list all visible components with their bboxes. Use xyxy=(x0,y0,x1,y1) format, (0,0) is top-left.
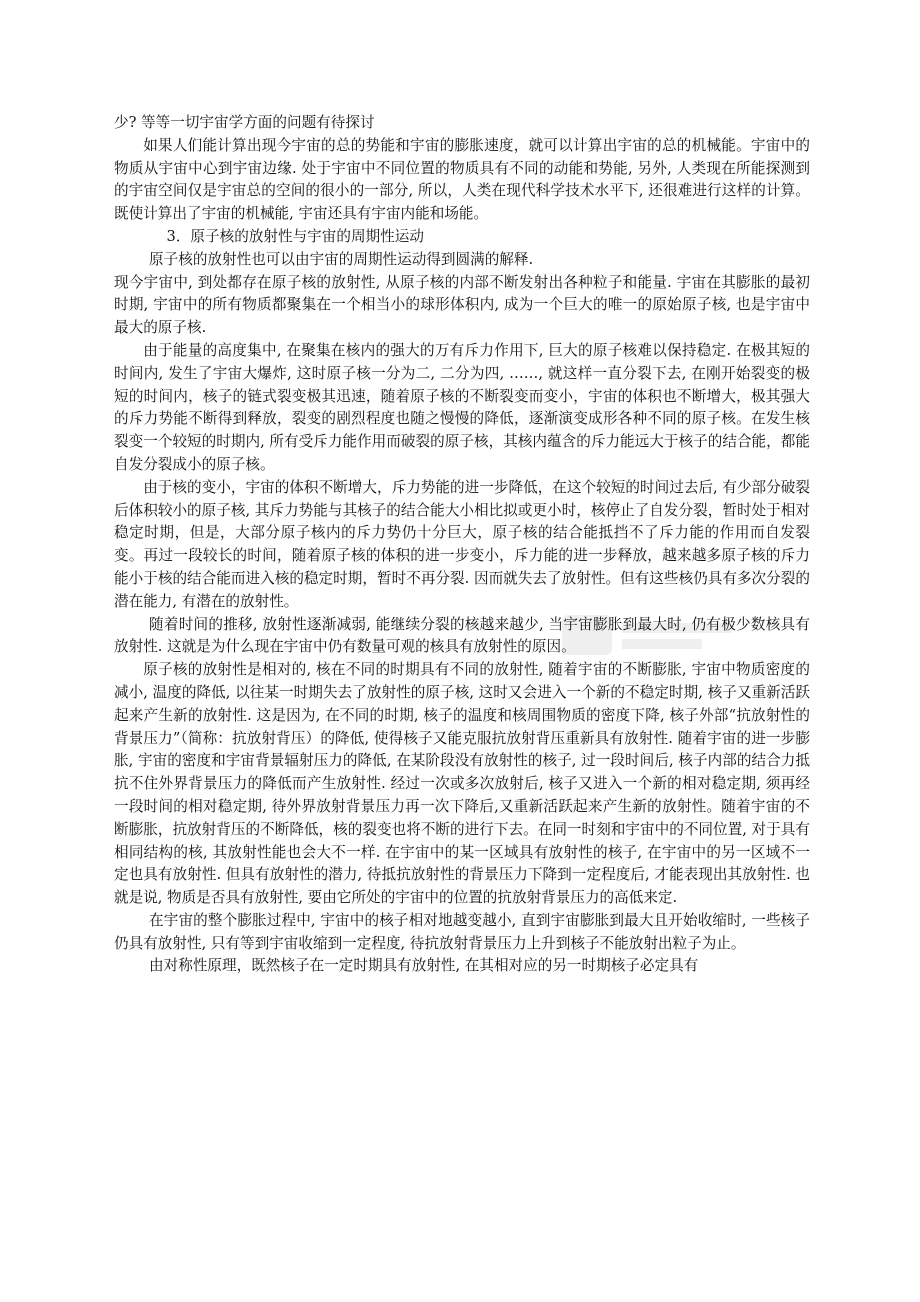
section-heading: 3．原子核的放射性与宇宙的周期性运动 xyxy=(166,227,424,245)
paragraph-6: 由于核的变小，宇宙的体积不断增大，斥力势能的进一步降低，在这个较短的时间过去后, 有少部分破裂后体积较小的原子核, 其斥力势能与其核子的结合能大小相比拟或更小时，核停止了自发分裂，暂时处于相对稳定时期，但是，大部分原子核内的斥力势仍十分巨大，原子核的结合能抵挡不了斥力能的作用而自发裂变。再过一段较长的时间，随着原子核的体积的进一步变小，斥力能的进一步释放，越来越多原子核的斥力能小于核的结合能而进入核的稳定时期，暂时不再分裂. 因而就失去了放射性。但有这些核仍具有多次分裂的潜在能力, 有潜在的放射性。 xyxy=(114,478,810,610)
paragraph-4: 现今宇宙中, 到处都存在原子核的放射性, 从原子核的内部不断发射出各种粒子和能量. 宇宙在其膨胀的最初时期, 宇宙中的所有物质都聚集在一个相当小的球形体积内, 成为一个巨大的唯一的原始原子核, 也是宇宙中最大的原子核. xyxy=(114,273,810,337)
paragraph-10: 由对称性原理，既然核子在一定时期具有放射性, 在其相对应的另一时期核子必定具有 xyxy=(149,957,699,975)
paragraph-2: 如果人们能计算出现今宇宙的总的势能和宇宙的膨胀速度，就可以计算出宇宙的总的机械能。宇宙中的物质从宇宙中心到宇宙边缘. 处于宇宙中不同位置的物质具有不同的动能和势能, 另外, 人类现在所能探测到的宇宙空间仅是宇宙总的空间的很小的一部分, 所以，人类在现代科学技术水平下, 还很难进行这样的计算。既使计算出了宇宙的机械能, 宇宙还具有宇宙内能和场能。 xyxy=(114,136,810,223)
paragraph-9: 在宇宙的整个膨胀过程中, 宇宙中的核子相对地越变越小, 直到宇宙膨胀到最大且开始收缩时, 一些核子仍具有放射性, 只有等到宇宙收缩到一定程度, 待抗放射背景压力上升到核子不能放射出粒子为止。 xyxy=(114,911,810,952)
paragraph-3: 原子核的放射性也可以由宇宙的周期性运动得到圆满的解释. xyxy=(149,250,534,268)
paragraph-8: 原子核的放射性是相对的, 核在不同的时期具有不同的放射性, 随着宇宙的不断膨胀, 宇宙中物质密度的减小, 温度的降低, 以往某一时期失去了放射性的原子核, 这时又会进入一个新的不稳定时期, 核子又重新活跃起来产生新的放射性. 这是因为, 在不同的时期, 核子的温度和核周围物质的密度下降, 核子外部“抗放射性的背景压力”（简称：抗放射背压）的降低, 使得核子又能克服抗放射背压重新具有放射性. 随着宇宙的进一步膨胀, 宇宙的密度和宇宙背景辐射压力的降低, 在某阶段没有放射性的核子, 过一段时间后, 核子内部的结合力抵抗不住外界背景压力的降低而产生放射性. 经过一次或多次放射后, 核子又进入一个新的相对稳定期, 须再经一段时间的相对稳定期, 待外界放射背景压力再一次下降后,又重新活跃起来产生新的放射性。随着宇宙的不断膨胀，抗放射背压的不断降低，核的裂变也将不断的进行下去。在同一时刻和宇宙中的不同位置, 对于具有相同结构的核, 其放射性能也会大不一样. 在宇宙中的某一区域具有放射性的核子, 在宇宙中的另一区域不一定也具有放射性. 但具有放射性的潜力, 待抵抗放射性的背景压力下降到一定程度后, 才能表现出其放射性. 也就是说, 物质是否具有放射性, 要由它所处的宇宙中的位置的抗放射背景压力的高低来定. xyxy=(114,661,810,907)
document-page xyxy=(114,112,810,978)
paragraph-7: 随着时间的推移, 放射性逐渐减弱, 能继续分裂的核越来越少, 当宇宙膨胀到最大时, 仍有极少数核具有放射性. 这就是为什么现在宇宙中仍有数量可观的核具有放射性的原因。 xyxy=(114,615,810,656)
paragraph-5: 由于能量的高度集中, 在聚集在核内的强大的万有斥力作用下, 巨大的原子核难以保持稳定. 在极其短的时间内, 发生了宇宙大爆炸, 这时原子核一分为二, 二分为四, ……, 就这样一直分裂下去, 在刚开始裂变的极短的时间内，核子的链式裂变极其迅速，随着原子核的不断裂变而变小，宇宙的体积也不断增大，极其强大的斥力势能不断得到释放，裂变的剧烈程度也随之慢慢的降低，逐渐演变成形各种不同的原子核。在发生核裂变一个较短的时期内, 所有受斥力能作用而破裂的原子核，其核内蕴含的斥力能远大于核子的结合能，都能自发分裂成小的原子核。 xyxy=(114,341,810,473)
paragraph-1: 少? 等等一切宇宙学方面的问题有待探讨 xyxy=(114,114,375,131)
